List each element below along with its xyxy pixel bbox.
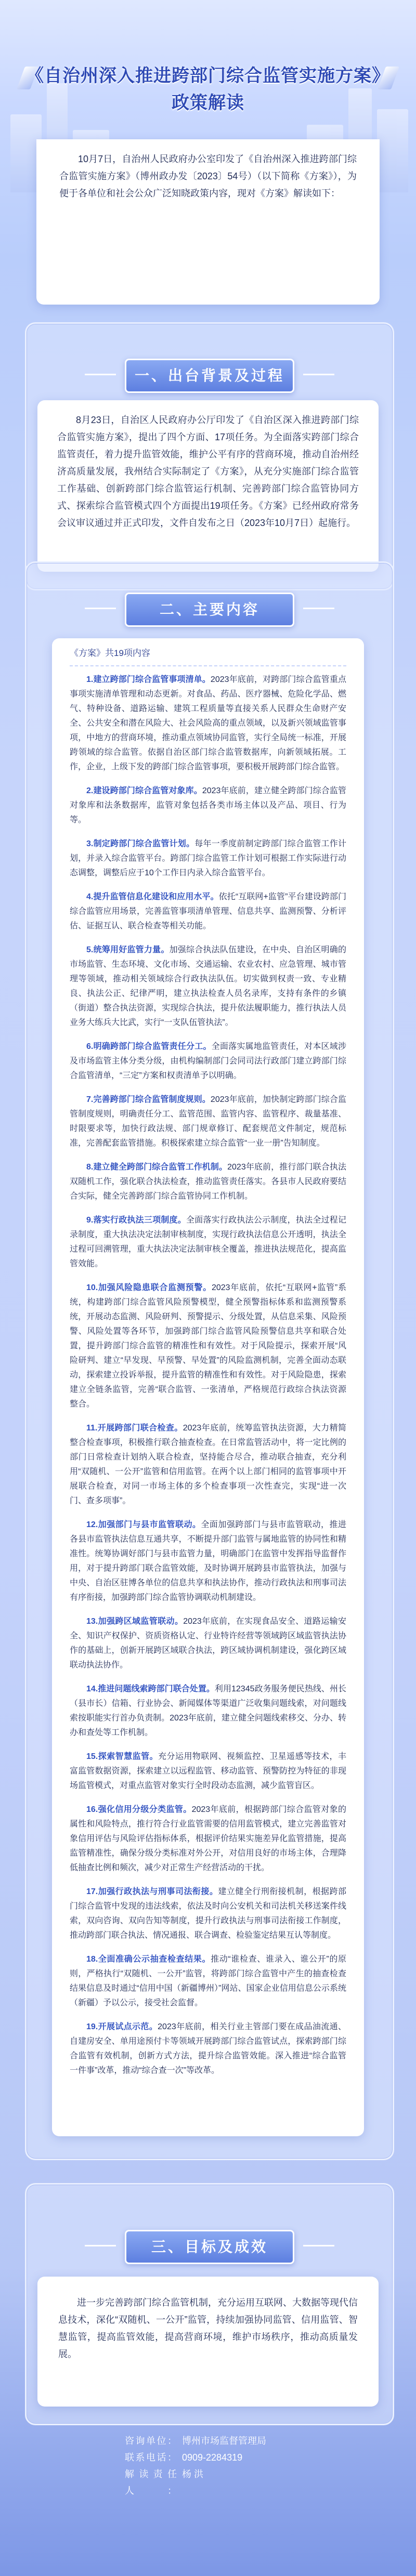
content-item-text <box>70 1614 346 1673</box>
content-heading: 《方案》共19项内容 <box>70 646 346 666</box>
goals-text: 进一步完善跨部门综合监管机制，充分运用互联网、大数据等现代信息技术，深化“双随机、一公开”监管，持续加强协同监管、信用监管、智慧监管，提高监管效能，提高营商环境，维护市场秩序，推动高质量发展。 <box>58 2297 358 2359</box>
background-text: 8月23日，自治区人民政府办公厅印发了《自治区深入推进跨部门综合监管实施方案》，提出了四个方面、17项任务。为全面落实跨部门综合监管责任，着力提升监管效能，维护公平有序的营商环境，推动自治州经济高质量发展，我州结合实际制定了《方案》，从充分实施部门综合监管工作基础、创新跨部门综合监管运行机制、完善跨部门综合监管协同方式、探索综合监管模式四个方面提出19项任务。《方案》已经州政府常务会议审议通过并正式印发，文件自发布之日（2023年10月7日）起施行。 <box>57 415 359 528</box>
content-item-text <box>70 890 346 934</box>
content-item-body: 加强综合执法队伍建设，在中央、自治区明确的市场监管、生态环境、文化市场、交通运输、农业农村、应急管理、城市管理等领域，推动相关领域综合行政执法队伍。切实做到权责一致、专业精良、执法公正、纪律严明，建立执法检查人员名录库，支持有条件的乡镇（街道）整合执法资源，实现综合执法，提升依法履职能力，推行执法人员业务大练兵大比武，实行“一支队伍管执法”。 <box>70 945 346 1027</box>
contact-value: 0909-2284319 <box>182 2452 243 2463</box>
content-item-heading: 5.统筹用好监管力量。 <box>86 945 170 954</box>
content-item-text <box>70 1213 346 1271</box>
content-item-body: 全面落实行政执法公示制度，执法全过程记录制度，重大执法决定法制审核制度，实现行政执法信息公开透明，执法全过程可回溯管理，重大执法决定法制审核全覆盖，推进执法规范化，提高监管效能。 <box>70 1216 346 1268</box>
content-item <box>70 837 346 880</box>
content-item <box>70 1213 346 1271</box>
content-item-text <box>70 2020 346 2078</box>
section-banner-background: 一、出台背景及过程 <box>125 359 294 393</box>
content-item <box>70 1518 346 1605</box>
content-item-heading: 3.制定跨部门综合监管计划。 <box>86 839 195 848</box>
content-item-text <box>70 1885 346 1943</box>
content-item-text <box>70 837 346 880</box>
content-item-heading: 18.全面准确公示抽查检查结果。 <box>86 1955 211 1964</box>
content-item-text <box>70 1160 346 1204</box>
content-item-body: 2023年底前，加快制定跨部门综合监管制度规则，明确责任分工、监管范围、监管内容、监管程序、裁量基准、时限要求等，加快行政法规、部门规章修订、配套规范文件制定，规范标准，完善配套监管措施。积极探索建立综合监管“一业一册”告知制度。 <box>70 1095 346 1148</box>
content-item-body: 2023年底前，根据跨部门综合监管对象的属性和风险特点，推行符合行业监管需要的信用监管模式，建立完善监管对象信用评估与风险评估指标体系，根据评价结果实施差异化监管措施，提高监管精准性，确保分级分类标准对外公开，对信用良好的市场主体，合理降低抽查比例和频次，减少对正常生产经营活动的干扰。 <box>70 1805 346 1872</box>
content-item-heading: 11.开展跨部门联合检查。 <box>86 1424 183 1432</box>
content-item-heading: 15.探索智慧监管。 <box>86 1752 159 1761</box>
content-item <box>70 1040 346 1083</box>
content-item-text <box>70 1518 346 1605</box>
content-item-text <box>70 1281 346 1412</box>
content-item-heading: 9.落实行政执法三项制度。 <box>86 1216 186 1225</box>
content-item-text <box>70 673 346 774</box>
content-item <box>70 1750 346 1793</box>
content-item <box>70 1421 346 1508</box>
content-item <box>70 943 346 1030</box>
content-item-heading: 14.推进问题线索跨部门联合处置。 <box>86 1685 215 1693</box>
content-item-body: 依托“互联网+监管”平台建设跨部门综合监管应用场景，完善监管事项清单管理、信息共享、监测预警、分析评估、证据互认、联合检查等相关功能。 <box>70 892 346 930</box>
content-item-body: 2023年底前，建立健全跨部门综合监管对象库和法条数据库，监管对象包括各类市场主体以及产品、项目、行为等。 <box>70 786 346 824</box>
content-item-body: 2023年底前，对跨部门综合监管重点事项实施清单管理和动态更新。对食品、药品、医疗器械、危险化学品、燃气、特种设备、道路运输、建筑工程质量等直接关系人民群众生命财产安全、公共安全和潜在风险大、社会风险高的重点领域，以及新兴领域监管事项，中地方的营商环境，推动重点领域协同监管，实行全局统一标准，开展跨领域的综合监管。依据自治区部门综合监管数据库，向新领域拓展。工作，企业，上级下发的跨部门综合监管事项，要积极开展跨部门综合监管。 <box>70 675 346 771</box>
content-item-text <box>70 1040 346 1083</box>
content-item-heading: 2.建设跨部门综合监管对象库。 <box>86 786 202 795</box>
contact-row <box>125 2449 291 2466</box>
content-item-body: 2023年底前，依托“互联网+监管”系统，构建跨部门综合监管风险预警模型，健全预警指标体系和监测预警系统，开展动态监测、风险研判、预警提示、分级处置，从信息采集、风险预警、风险处置等各环节，加强跨部门综合监管风险预警信息共享和联合处置，提升跨部门综合监管的精准性和有效性。对于风险提示，探索开展“风险研判、建立“早发现、早预警、早处置”的风险监测机制，完善全面动态联动，探索建立投诉举报，提升监管的精准性和有效性。对于风险隐患，探索建立全链条监管，完善“联合监管、一张清单，严格规范行政综合执法资源整合。 <box>70 1283 346 1409</box>
content-item-heading: 8.建立健全跨部门综合监管工作机制。 <box>86 1163 228 1172</box>
content-item <box>70 673 346 774</box>
content-item-heading: 10.加强风险隐患联合监测预警。 <box>86 1283 212 1292</box>
contact-label: 咨询单位： <box>125 2436 177 2446</box>
contact-label: 联系电话： <box>125 2452 177 2463</box>
content-item-body: 充分运用物联网、视频监控、卫星遥感等技术，丰富监管数据资源，探索建立以远程监管、移动监管、预警防控为特征的非现场监管模式，对重点监管对象实行全时段动态监测，减少监管盲区。 <box>70 1752 346 1790</box>
content-item-heading: 12.加强部门与县市监管联动。 <box>86 1520 201 1529</box>
content-item-body: 全面加强跨部门与县市监管联动，推进各县市监管执法信息互通共享，不断提升部门监管与属地监管的协同性和精准性。统筹协调好部门与县市监管力量，明确部门在监管中发挥指导监督作用，对于提升跨部门联合监管效能，及时协调开展跨县市监管执法，加强与中央、自治区驻博各单位的信息共享和执法协作，推动行政执法和刑事司法有序衔接，加强跨部门综合监管协调联动机制建设。 <box>70 1520 346 1602</box>
contact-row <box>125 2433 291 2449</box>
content-item-text <box>70 1421 346 1508</box>
contact-row <box>125 2466 291 2499</box>
content-item-text <box>70 1093 346 1151</box>
content-item <box>70 784 346 827</box>
content-item-text <box>70 1952 346 2010</box>
content-item-body: 推动“谁检查、谁录入、谁公开”的原则，严格执行“双随机、一公开”监管，将跨部门综合监管中产生的抽查检查结果信息及时通过“信用中国（新疆博州）”网站、国家企业信用信息公示系统（新疆）予以公示，接受社会监督。 <box>70 1955 346 2007</box>
content-card <box>52 638 364 2136</box>
content-item <box>70 1160 346 1204</box>
content-item-text <box>70 1682 346 1740</box>
content-item-heading: 1.建立跨部门综合监管事项清单。 <box>86 675 211 684</box>
content-item-heading: 19.开展试点示范。 <box>86 2022 158 2031</box>
content-item-body: 2023年底前，统筹监管执法资源，大力精简整合检查事项，积极推行联合抽查检查。在日常监管活动中，将一定比例的部门日常检查计划纳入联合检查，坚持能合尽合，推动联合抽查，充分利用“双随机、一公开”监管和信用监管。在两个以上部门相同的监管事项中开展联合检查，对同一市场主体的多个检查事项一次性查完，实现“进一次门、查多项事”。 <box>70 1424 346 1505</box>
content-item-text <box>70 784 346 827</box>
goals-card <box>37 2277 379 2407</box>
content-item <box>70 1614 346 1673</box>
content-item-body: 利用12345政务服务便民热线、州长（县市长）信箱、行业协会、新闻媒体等渠道广泛收集问题线索，对问题线索按职能实行首办负责制。2023年底前，建立健全问题线索移交、分办、转办和查处等工作机制。 <box>70 1685 346 1737</box>
content-item-text <box>70 1803 346 1875</box>
content-list <box>70 673 346 2078</box>
content-item <box>70 1682 346 1740</box>
section-banner-content: 二、主要内容 <box>125 593 294 627</box>
content-item-body: 全面落实属地监管责任，对本区域涉及市场监管主体分类分级，由机构编制部门会同司法行政部门建立跨部门综合监管清单，“三定”方案和权责清单予以明确。 <box>70 1042 346 1080</box>
content-item <box>70 1952 346 2010</box>
contact-footer <box>125 2433 291 2526</box>
page-title: 《自治州深入推进跨部门综合监管实施方案》政策解读 <box>26 66 390 113</box>
content-item-heading: 17.加强行政执法与刑事司法衔接。 <box>86 1887 218 1896</box>
content-item-heading: 13.加强跨区域监管联动。 <box>86 1617 184 1626</box>
contact-value: 博州市场监督管理局 <box>182 2436 266 2446</box>
content-item <box>70 1803 346 1875</box>
content-item-body: 2023年底前，相关行业主管部门要在成品油流通、自建房安全、单用途预付卡等领域开展跨部门综合监管试点，探索跨部门综合监管有效机制，创新方式方法，提升综合监管效能。深入推进“综合监管一件事”改革，推动“综合查一次”等改革。 <box>70 2022 346 2075</box>
page-title-wrap <box>21 62 395 116</box>
content-item-heading: 7.完善跨部门综合监管制度规则。 <box>86 1095 211 1104</box>
content-item <box>70 1281 346 1412</box>
contact-value: 杨 洪 <box>182 2469 204 2479</box>
content-item-heading: 6.明确跨部门综合监管责任分工。 <box>86 1042 212 1051</box>
content-item <box>70 1093 346 1151</box>
content-item-heading: 4.提升监管信息化建设和应用水平。 <box>86 892 219 901</box>
intro-text: 10月7日，自治州人民政府办公室印发了《自治州深入推进跨部门综合监管实施方案》（博州政办发〔2023〕54号）（以下简称《方案》），为便于各单位和社会公众广泛知晓政策内容，现对《方案》解读如下： <box>59 154 357 199</box>
section-banner-goals: 三、目标及成效 <box>125 2230 294 2264</box>
content-item-body: 每年一季度前制定跨部门综合监管工作计划，并录入综合监管平台。跨部门综合监管工作计划可根据工作实际进行动态调整，调整后应于10个工作日内录入综合监管平台。 <box>70 839 346 877</box>
content-item-heading: 16.强化信用分级分类监管。 <box>86 1805 192 1814</box>
contact-label: 解读责任人： <box>125 2469 177 2496</box>
content-item <box>70 890 346 934</box>
content-item <box>70 1885 346 1943</box>
content-item-body: 2023年底前，推行部门联合执法双随机工作，强化联合执法检查，推动监管责任落实。各县市人民政府要结合实际，健全完善跨部门综合监管协同工作机制。 <box>70 1163 346 1201</box>
content-item-body: 建立健全行刑衔接机制，根据跨部门综合监管中发现的违法线索，依法及时向公安机关和司法机关移送案件线索，双向咨询、双向告知等制度，提升行政执法与刑事司法衔接工作制度，推动跨部门联合执法、情况通报、联合调查、检验鉴定结果互认等制度。 <box>70 1887 346 1940</box>
content-item <box>70 2020 346 2078</box>
background-card <box>37 400 379 572</box>
content-item-text <box>70 943 346 1030</box>
content-item-text <box>70 1750 346 1793</box>
content-item-body: 2023年底前，在实现食品安全、道路运输安全、知识产权保护、资质资格认定、行业特许经营等领域跨区域监管执法协作的基础上，创新开展跨区域联合执法，跨区域协调机制建设，强化跨区域联动执法协作。 <box>70 1617 346 1670</box>
intro-card <box>36 139 380 305</box>
